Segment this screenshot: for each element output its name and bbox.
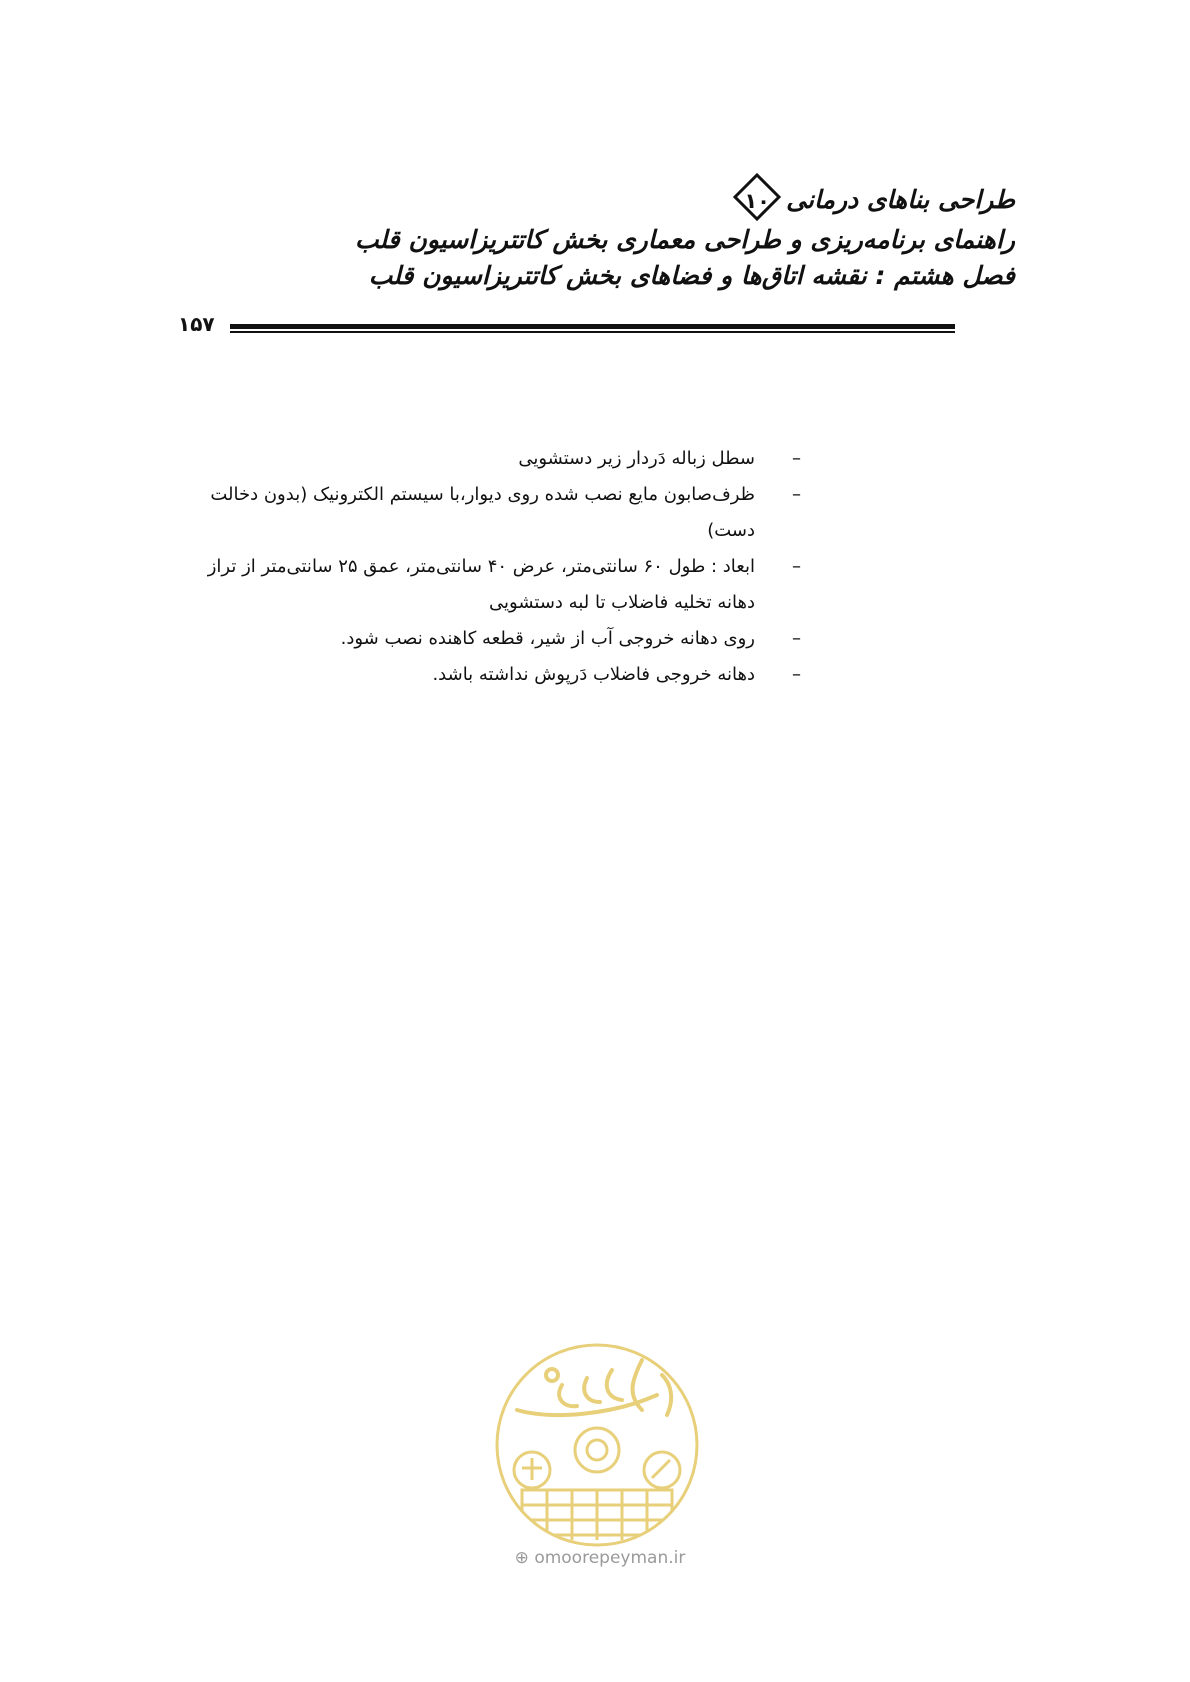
bullet-dash: – (792, 448, 801, 469)
bullet-dash: – (792, 628, 801, 649)
book-title: راهنمای برنامه‌ریزی و طراحی معماری بخش کاتتریزاسیون قلب (354, 225, 1015, 254)
watermark-url-row (495, 1548, 705, 1568)
bullet-dash: – (792, 484, 801, 505)
list-item-text: ظرف‌صابون مایع نصب شده روی دیوار،با سیستم الکترونیک (بدون دخالت دست) (210, 484, 755, 541)
page-number: ۱۵۷ (178, 312, 215, 336)
series-title-row (175, 178, 1015, 222)
header-rule (230, 324, 955, 334)
list-item-text: ابعاد : طول ۶۰ سانتی‌متر، عرض ۴۰ سانتی‌متر، عمق ۲۵ سانتی‌متر از تراز دهانه تخلیه فاضلاب تا لبه دستشویی (207, 556, 755, 613)
bullet-list (167, 441, 807, 693)
bullet-dash: – (792, 556, 801, 577)
list-item (167, 657, 807, 693)
list-item (167, 477, 807, 549)
logo-grid-icon (522, 1490, 672, 1540)
logo-calligraphy-icon (517, 1360, 671, 1415)
list-item (167, 621, 807, 657)
list-item (167, 441, 807, 477)
bullet-dash: – (792, 664, 801, 685)
watermark-logo (492, 1340, 702, 1550)
list-item-text: سطل زباله دَردار زیر دستشویی (518, 448, 755, 469)
list-item-text: دهانه خروجی فاضلاب دَرپوش نداشته باشد. (432, 664, 755, 685)
globe-icon: ⊕ (514, 1548, 529, 1568)
watermark-url: omoorepeyman.ir (534, 1548, 686, 1568)
chapter-title: فصل هشتم : نقشه اتاق‌ها و فضاهای بخش کاتتریزاسیون قلب (368, 261, 1015, 290)
page-header (175, 178, 1015, 294)
list-item-text: روی دهانه خروجی آب از شیر، قطعه کاهنده نصب شود. (340, 628, 755, 649)
series-number: ۱۰ (744, 189, 770, 213)
header-rule-thin (230, 331, 955, 333)
list-item (167, 549, 807, 621)
series-number-badge (732, 172, 782, 222)
header-rule-thick (230, 324, 955, 329)
logo-gears-icon (514, 1428, 680, 1488)
series-title: طراحی بناهای درمانی (786, 185, 1015, 214)
body-content (167, 441, 807, 693)
